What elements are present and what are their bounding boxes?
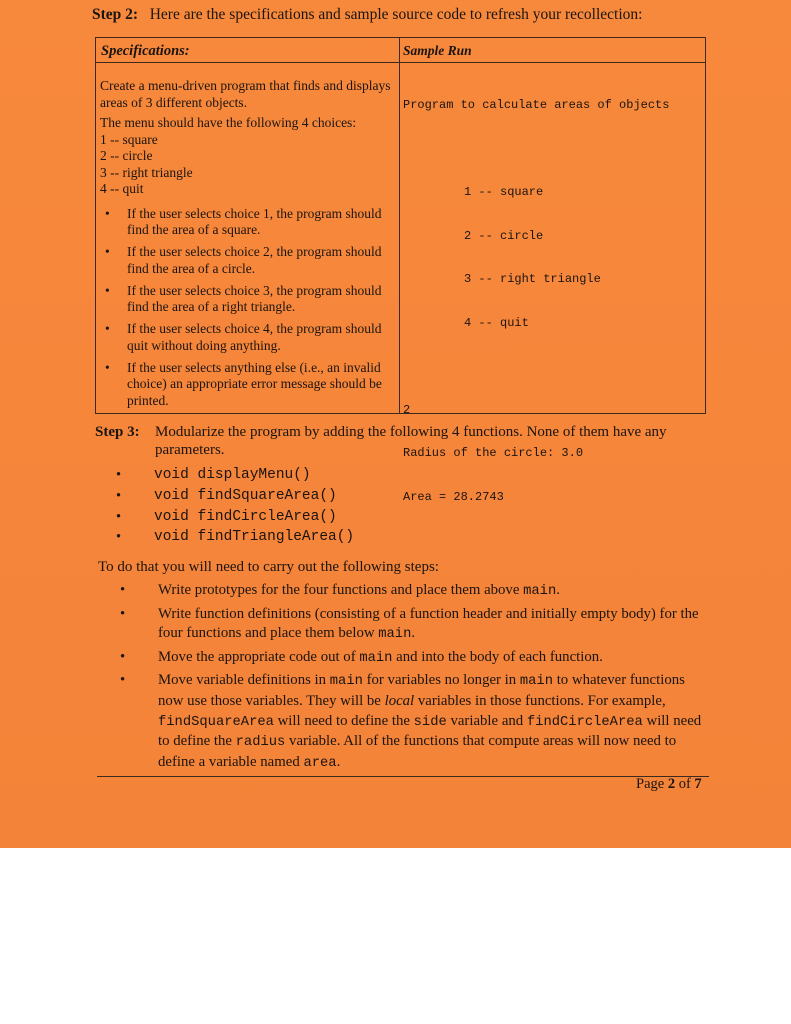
specifications-column [100, 78, 396, 415]
menu-choice: 2 -- circle [100, 148, 153, 163]
menu-choice: 3 -- right triangle [100, 164, 193, 180]
bullet-icon: • [116, 508, 122, 525]
inline-code: main [359, 650, 393, 666]
todo-step: • Write prototypes for the four functions and place them above main. [120, 582, 560, 599]
emphasis: local [384, 692, 415, 709]
bullet-icon: • [120, 648, 126, 665]
step2-label: Step 2: [92, 6, 139, 23]
page-number: Page 2 of 7 [636, 776, 702, 792]
todo-step: • Move variable definitions in main for variables no longer in main to whatever functions now use those variables. They will be local variables in those functions. For example, findSquareArea will need to define the side variable and findCircleArea will need to define the radius variable. All of the functions that compute areas will now need to define a variable named area. [120, 672, 702, 771]
todo-step: • Move the appropriate code out of main and into the body of each function. [120, 648, 603, 666]
total-pages: 7 [694, 776, 702, 792]
table-header-rule [96, 62, 705, 63]
run-menu-line: 1 -- square [464, 185, 544, 199]
bullet-icon: • [105, 244, 110, 259]
current-page: 2 [667, 776, 676, 792]
step3-label: Step 3: [95, 424, 140, 440]
run-menu-line: 2 -- circle [464, 228, 544, 243]
bullet-icon: • [105, 205, 110, 221]
bullet-icon: • [105, 321, 110, 336]
inline-code: main [329, 674, 363, 690]
inline-code: radius [235, 735, 286, 751]
todo-intro: To do that you will need to carry out the following steps: [98, 559, 439, 575]
spec-bullet: • If the user selects choice 4, the program should quit without doing anything. [105, 321, 382, 353]
bullet-icon: • [105, 282, 110, 298]
step3-text: Modularize the program by adding the following 4 functions. None of them have any parameters. [155, 424, 667, 458]
function-signature: void findSquareArea() [154, 487, 337, 504]
sample-run-header: Sample Run [403, 43, 472, 58]
inline-code: main [378, 627, 412, 643]
inline-code: findSquareArea [158, 714, 274, 730]
specifications-header: Specifications: [101, 43, 190, 59]
footer-rule [97, 776, 709, 777]
run-title: Program to calculate areas of objects [403, 98, 670, 112]
bullet-icon: • [116, 487, 122, 504]
sample-run-output [403, 69, 669, 533]
bullet-icon: • [120, 582, 126, 598]
menu-choice: 1 -- square [100, 131, 158, 147]
spec-bullet: • If the user selects choice 2, the program should find the area of a circle. [105, 244, 382, 276]
table-column-divider [399, 38, 400, 413]
inline-code: main [519, 674, 553, 690]
spec-bullet: • If the user selects choice 1, the program should find the area of a square. [105, 205, 382, 237]
inline-code: findCircleArea [526, 714, 643, 730]
bullet-icon: • [105, 359, 110, 375]
menu-choice: 4 -- quit [100, 181, 144, 196]
inline-code: area [303, 755, 337, 771]
spec-bullet: • If the user selects anything else (i.e., an invalid choice) an appropriate error message should be printed. [105, 359, 382, 408]
function-signature: void findTriangleArea() [154, 529, 355, 546]
run-menu-line: 4 -- quit [464, 315, 529, 330]
spec-bullet: • If the user selects choice 3, the program should find the area of a right triangle. [105, 282, 382, 314]
step2-text: Here are the specifications and sample source code to refresh your recollection: [149, 6, 643, 23]
inline-code: side [413, 714, 447, 730]
run-radius-line: Radius of the circle: 3.0 [403, 446, 584, 460]
bullet-icon: • [120, 605, 126, 622]
bullet-icon: • [120, 672, 126, 689]
run-area-line: Area = 28.2743 [403, 489, 504, 504]
function-signature: void displayMenu() [154, 467, 311, 483]
step3-heading [95, 423, 705, 459]
bullet-icon: • [116, 529, 122, 546]
run-input: 2 [403, 402, 411, 417]
step2-heading [92, 6, 642, 24]
function-signature: void findCircleArea() [154, 508, 337, 525]
todo-step: • Write function definitions (consisting of a function header and initially empty body) for the four functions and place them below main. [120, 605, 699, 643]
spec-bullet-list [100, 206, 396, 410]
spec-intro: Create a menu-driven program that finds and displays areas of 3 different objects. [100, 78, 391, 110]
inline-code: main [523, 584, 557, 599]
run-menu-line: 3 -- right triangle [464, 272, 601, 286]
todo-steps-list [120, 581, 710, 776]
bullet-icon: • [116, 467, 122, 483]
menu-intro: The menu should have the following 4 choices: [100, 115, 357, 130]
